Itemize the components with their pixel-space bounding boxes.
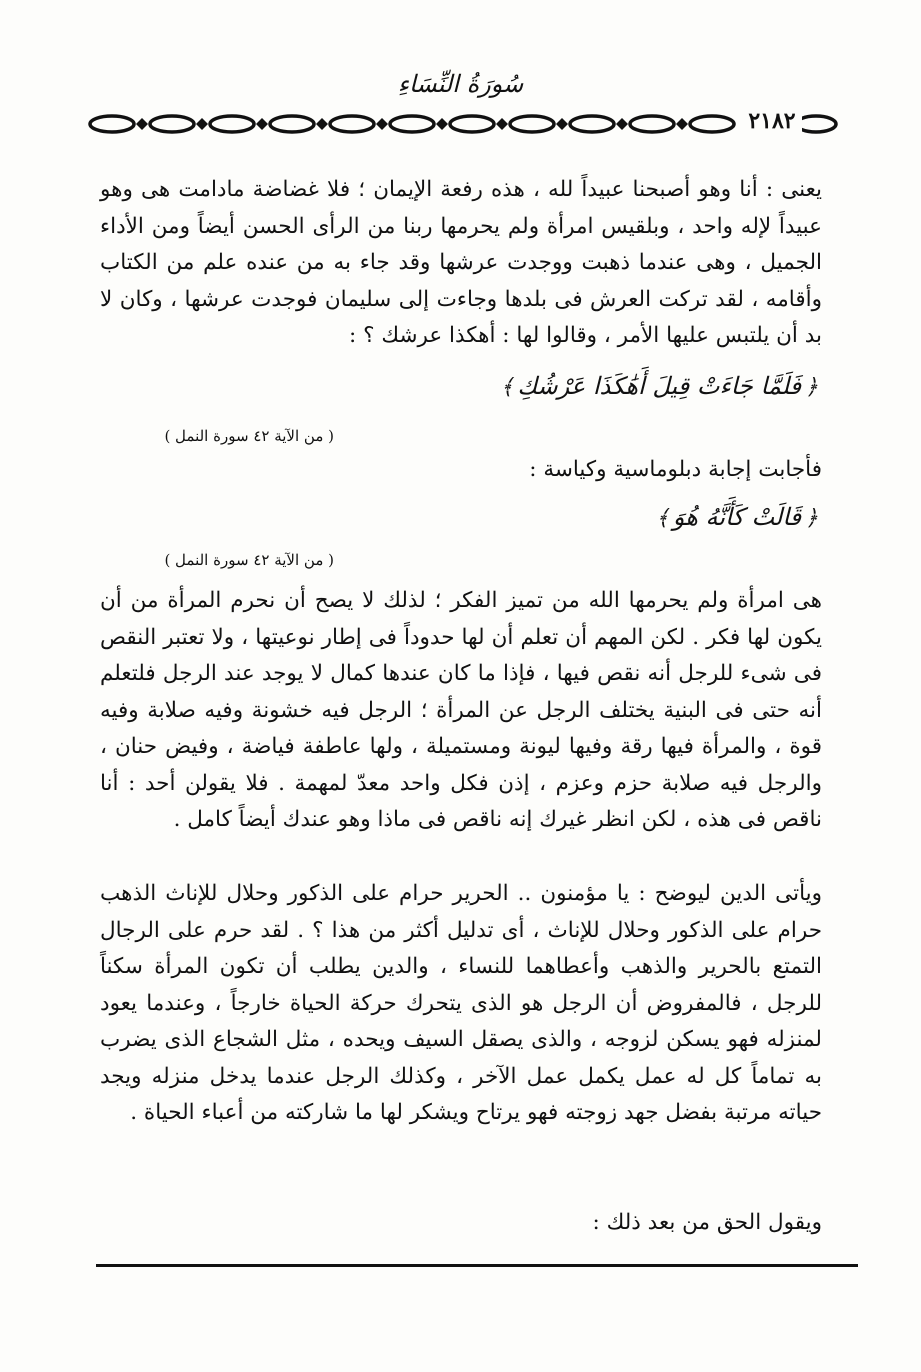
verse-text-2: قَالَتْ كَأَنَّهُ هُوَ — [672, 503, 802, 531]
paragraph-diplomatic-answer: فأجابت إجابة دبلوماسية وكياسة : — [529, 457, 822, 482]
header-ornament-border — [86, 110, 838, 138]
page-number: ٢١٨٢ — [742, 108, 802, 134]
paragraph-transition: ويقول الحق من بعد ذلك : — [592, 1210, 822, 1235]
verse-reference-1: ( من الآية ٤٢ سورة النمل ) — [164, 427, 334, 445]
footer-rule — [96, 1264, 858, 1267]
verse-text-1: فَلَمَّا جَاءَتْ قِيلَ أَهَٰكَذَا عَرْشُكِ — [517, 372, 802, 400]
verse-close-bracket: ﴾ — [655, 506, 669, 531]
quran-verse-2 — [100, 497, 822, 539]
surah-header-title: سُورَةُ النِّسَاءِ — [397, 70, 524, 98]
paragraph-bilqis: يعنى : أنا وهو أصبحنا عبيداً لله ، هذه رفعة الإيمان ؛ فلا غضاضة مادامت هى وهو عبيداً لإله واحد ، وبلقيس امرأة ولم يحرمها ربنا من الرأى الحسن أيضاً ومن الأداء الجميل ، وهى عندما ذهبت ووجدت عرشها وقد جاء به من عنده علم من الكتاب وأقامه ، لقد تركت العرش فى بلدها وجاءت إلى سليمان فوجدت عرشها ، وكان لا بد أن يلتبس عليها الأمر ، وقالوا لها : أهكذا عرشك ؟ : — [100, 177, 822, 348]
verse-open-bracket: ﴿ — [805, 506, 818, 531]
verse-close-bracket: ﴾ — [500, 375, 514, 400]
paragraph-woman-thought: هى امرأة ولم يحرمها الله من تميز الفكر ؛ لذلك لا يصح أن نحرم المرأة من أن يكون لها فكر . لكن المهم أن تعلم أن لها حدوداً فى إطار نوعيتها ، ولا تعتبر النقص فى شىء للرجل أنه نقص فيها ، فإذا ما كان عندها كمال لا يوجد عند الرجل فلتعلم أنه حتى فى البنية يختلف الرجل عن المرأة ؛ الرجل فيه خشونة وفيه صلابة وفيه قوة ، والمرأة فيها رقة وفيها ليونة ومستميلة ، ولها عاطفة فياضة ، وفيض حنان ، والرجل فيه صلابة حزم وعزم ، إذن فكل واحد معدّ لمهمة . فلا يقولن أحد : أنا ناقص فى هذه ، لكن انظر غيرك إنه ناقص فى ماذا وهو عندك أيضاً كامل . — [100, 588, 822, 832]
paragraph-religion-explains: ويأتى الدين ليوضح : يا مؤمنون .. الحرير حرام على الذكور وحلال للإناث الذهب حرام على الذكور وحلال للإناث ، أى تدليل أكثر من هذا ؟ . لقد حرم على الرجال التمتع بالحرير والذهب وأعطاهما للنساء ، والدين يطلب أن تكون المرأة سكناً للرجل ، فالمفروض أن الرجل هو الذى يتحرك حركة الحياة خارجاً ، وعندما يعود لمنزله فهو يسكن لزوجه ، والذى يصقل السيف ويحده ، مثل الشجاع الذى يضرب به تماماً كل له عمل يكمل عمل الآخر ، وكذلك الرجل عندما يدخل منزله ويجد حياته مرتبة بفضل جهد زوجته فهو يرتاح ويشكر لها ما شاركته من أعباء الحياة . — [100, 881, 822, 1125]
quran-verse-1 — [100, 366, 822, 408]
verse-open-bracket: ﴿ — [805, 375, 818, 400]
verse-reference-2: ( من الآية ٤٢ سورة النمل ) — [164, 551, 334, 569]
